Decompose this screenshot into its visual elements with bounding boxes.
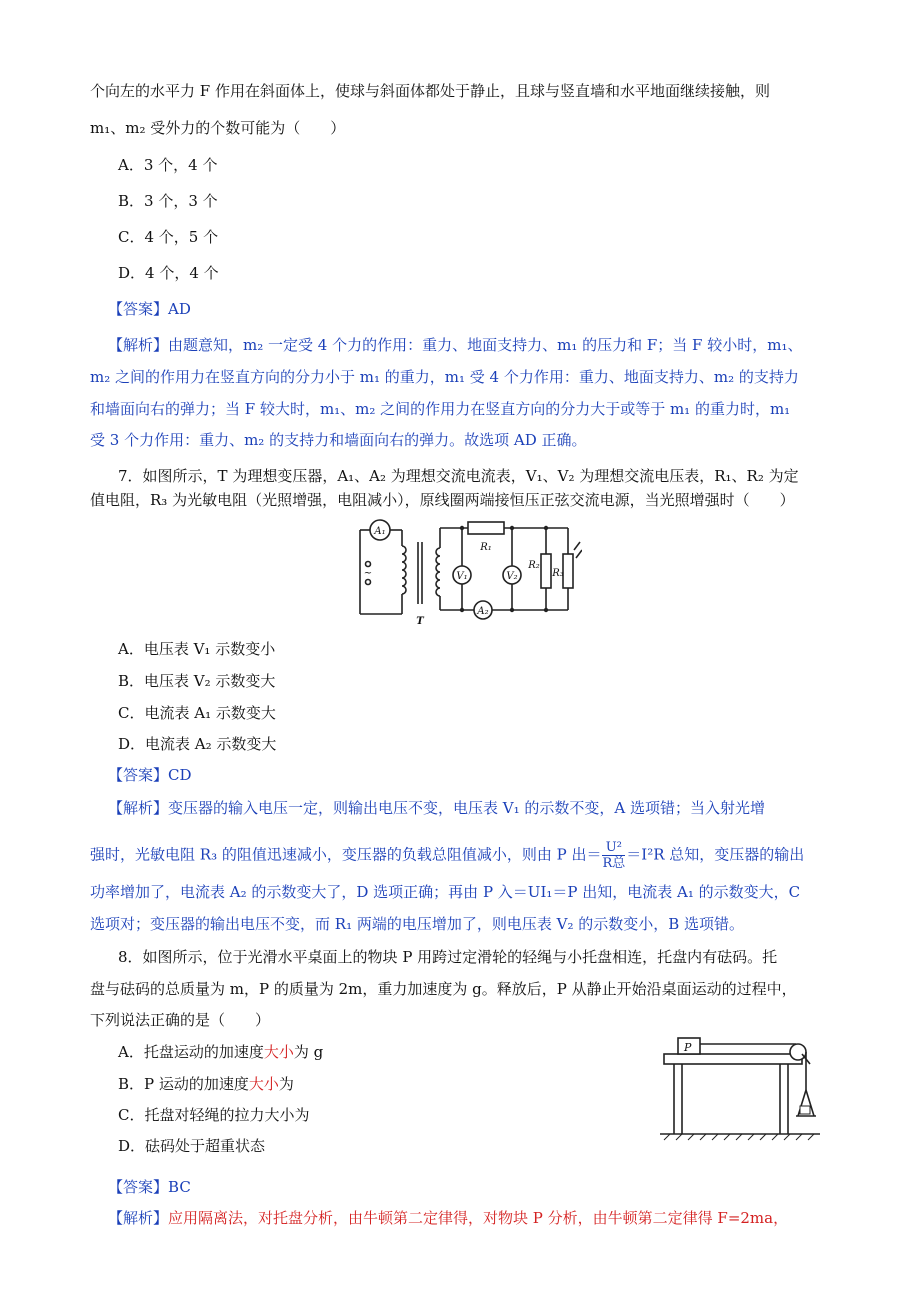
q8-option-b [118,1073,294,1095]
label-a2: A₂ [477,606,489,617]
q7-answer [108,764,192,786]
analysis-label: 【解析】 [108,336,169,354]
q7-stem-line1: 7．如图所示，T 为理想变压器，A₁、A₂ 为理想交流电流表，V₁、V₂ 为理想交流电压表，R₁、R₂ 为定 [118,467,799,485]
q7-stem-line2: 值电阻，R₃ 为光敏电阻（光照增强，电阻减小），原线圈两端接恒压正弦交流电源，当光照增强时（ ） [90,491,795,509]
q6-stem-line2: m₁、m₂ 受外力的个数可能为（ ） [90,119,346,137]
option-text: A．托盘运动的加速度 [118,1043,264,1061]
q7-option-c: C．电流表 A₁ 示数变大 [118,704,276,722]
analysis-text: 变压器的输入电压一定，则输出电压不变，电压表 V₁ 的示数不变，A 选项错；当入射光增 [168,799,766,817]
option-highlight: 大小 [263,1043,294,1061]
q8-analysis-line1 [108,1207,788,1229]
q6-option-c: C．4 个，5 个 [118,228,219,246]
q6-option-a: A．3 个，4 个 [118,156,218,174]
analysis-text: 由题意知，m₂ 一定受 4 个力的作用：重力、地面支持力、m₁ 的压力和 F；当 F 较小时，m₁、 [168,336,803,354]
q6-stem-line1: 个向左的水平力 F 作用在斜面体上，使球与斜面体都处于静止，且球与竖直墙和水平地面继续接触，则 [90,82,770,100]
analysis-text-a: 强时，光敏电阻 R₃ 的阻值迅速减小，变压器的负载总阻值减小，则由 P 出＝ [90,845,602,864]
answer-value: CD [168,766,192,784]
label-v2: V₂ [506,571,518,582]
q6-analysis-line2: m₂ 之间的作用力在竖直方向的分力小于 m₁ 的重力，m₁ 受 4 个力作用：重力、地面支持力、m₂ 的支持力 [90,368,799,386]
q7-analysis-line2 [90,840,804,871]
q7-option-d: D．电流表 A₂ 示数变大 [118,735,277,753]
q8-stem-line1: 8．如图所示，位于光滑水平桌面上的物块 P 用跨过定滑轮的轻绳与小托盘相连，托盘内有砝码。托 [118,948,778,966]
q6-option-d: D．4 个，4 个 [118,264,219,282]
label-a1: A₁ [374,526,386,537]
q6-analysis-line1 [108,334,802,356]
label-v1: V₁ [456,571,468,582]
option-text-end: 为 g [293,1043,324,1061]
q6-option-b: B．3 个，3 个 [118,192,218,210]
option-highlight: 大小 [248,1075,279,1093]
answer-label: 【答案】 [108,766,169,784]
label-r1: R₁ [480,542,492,553]
label-r2: R₂ [528,560,540,571]
label-t: T [416,616,424,627]
q8-stem-line3: 下列说法正确的是（ ） [90,1011,271,1029]
label-p: P [684,1041,692,1054]
answer-label: 【答案】 [108,300,169,318]
answer-value: BC [168,1178,191,1196]
q8-answer [108,1176,191,1198]
q8-stem-line2: 盘与砝码的总质量为 m，P 的质量为 2m，重力加速度为 g。释放后，P 从静止开始沿桌面运动的过程中， [90,980,797,998]
analysis-label: 【解析】 [108,1209,169,1227]
transformer-circuit-figure [350,518,582,630]
q7-option-a: A．电压表 V₁ 示数变小 [118,640,276,658]
analysis-text: 应用隔离法，对托盘分析，由牛顿第二定律得，对物块 P 分析，由牛顿第二定律得 F=2ma， [168,1209,789,1227]
q7-analysis-line3: 功率增加了，电流表 A₂ 的示数变大了，D 选项正确；再由 P 入＝UI₁＝P 出知，电流表 A₁ 的示数变大，C [90,883,801,901]
q8-option-c: C．托盘对轻绳的拉力大小为 [118,1106,310,1124]
answer-label: 【答案】 [108,1178,169,1196]
label-source: ~ [363,568,373,579]
q8-option-d: D．砝码处于超重状态 [118,1137,266,1155]
q7-analysis-line4: 选项对；变压器的输出电压不变，而 R₁ 两端的电压增加了，则电压表 V₂ 的示数变小，B 选项错。 [90,915,745,933]
fraction-denominator: R总 [602,856,626,871]
option-text: B．P 运动的加速度 [118,1075,249,1093]
power-fraction [602,840,625,871]
q6-analysis-line4: 受 3 个力作用：重力、m₂ 的支持力和墙面向右的弹力。故选项 AD 正确。 [90,431,587,449]
answer-value: AD [168,300,191,318]
analysis-text-b: ＝I²R 总知，变压器的输出 [626,845,805,864]
q8-option-a [118,1041,323,1063]
label-r3: R₃ [552,568,564,579]
option-text-end: 为 [278,1075,294,1093]
q6-analysis-line3: 和墙面向右的弹力；当 F 较大时，m₁、m₂ 之间的作用力在竖直方向的分力大于或等于 m₁ 的重力时，m₁ [90,400,791,418]
q7-analysis-line1 [108,797,765,819]
fraction-numerator: U² [602,840,625,856]
analysis-label: 【解析】 [108,799,169,817]
q6-answer [108,298,191,320]
q7-option-b: B．电压表 V₂ 示数变大 [118,672,276,690]
table-pulley-figure [660,1030,826,1142]
